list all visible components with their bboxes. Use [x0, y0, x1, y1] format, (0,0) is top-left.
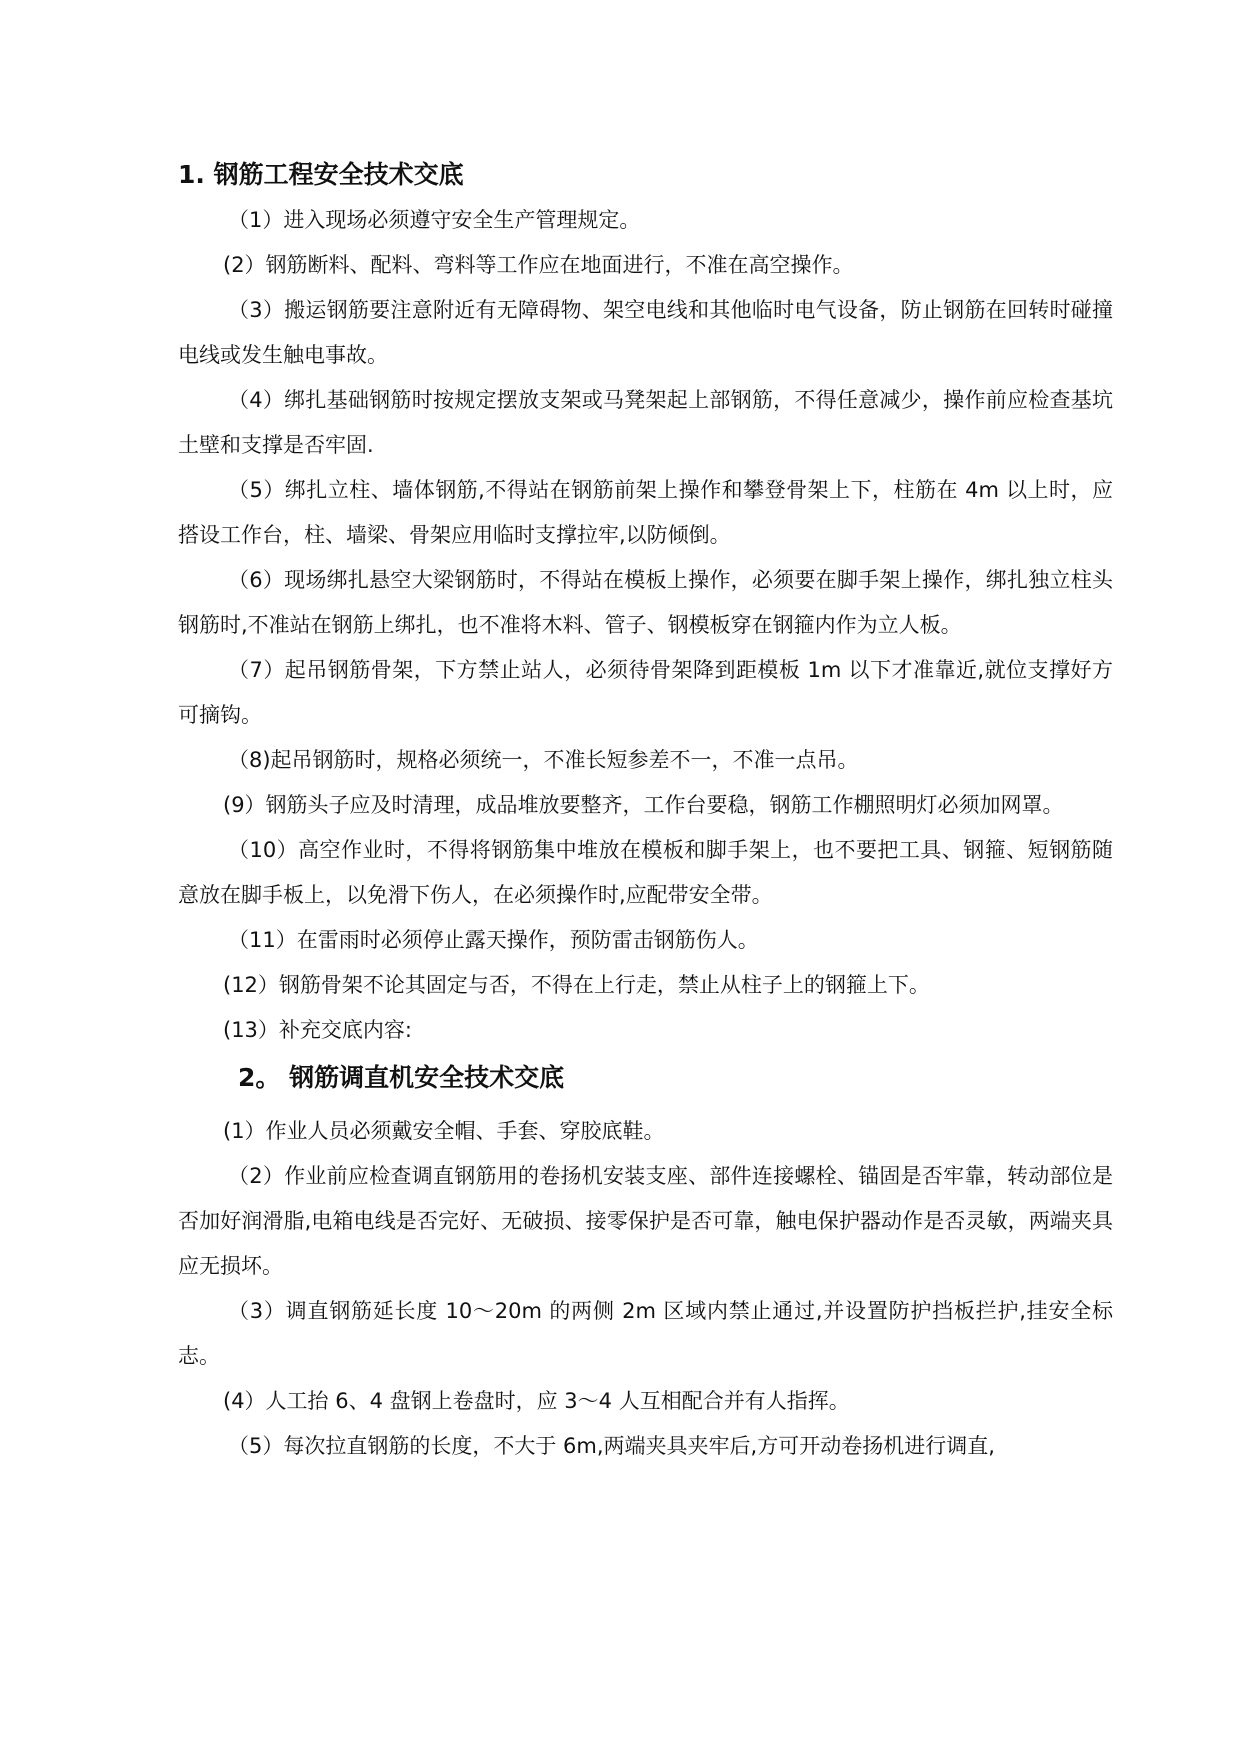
section-1-item-5: （5）绑扎立柱、墙体钢筋,不得站在钢筋前架上操作和攀登骨架上下，柱筋在 4m 以上时，应搭设工作台，柱、墙梁、骨架应用临时支撑拉牢,以防倾倒。 [178, 478, 1113, 547]
section-1-title: 1. 钢筋工程安全技术交底 [178, 160, 464, 189]
section-2-item-3: （3）调直钢筋延长度 10～20m 的两侧 2m 区域内禁止通过,并设置防护挡板拦护,挂安全标志。 [178, 1299, 1113, 1368]
section-1-item-2: (2）钢筋断料、配料、弯料等工作应在地面进行，不准在高空操作。 [223, 253, 854, 277]
section-2-item-4: (4）人工抬 6、4 盘钢上卷盘时，应 3～4 人互相配合并有人指挥。 [223, 1389, 850, 1413]
section-1-item-9: (9）钢筋头子应及时清理，成品堆放要整齐，工作台要稳，钢筋工作棚照明灯必须加网罩。 [223, 793, 1064, 817]
section-2-title: 2。 钢筋调直机安全技术交底 [238, 1063, 565, 1092]
section-1-item-1: （1）进入现场必须遵守安全生产管理规定。 [228, 208, 641, 232]
section-1-item-12: (12）钢筋骨架不论其固定与否，不得在上行走，禁止从柱子上的钢箍上下。 [223, 973, 930, 997]
document-body [178, 152, 1113, 1469]
section-2-items [178, 1109, 1113, 1469]
section-1-items [178, 198, 1113, 1053]
section-1-item-4: （4）绑扎基础钢筋时按规定摆放支架或马凳架起上部钢筋，不得任意减少，操作前应检查基坑土壁和支撑是否牢固. [178, 388, 1113, 457]
section-1-item-8: （8)起吊钢筋时，规格必须统一，不准长短参差不一，不准一点吊。 [228, 748, 859, 772]
section-2-item-1: (1）作业人员必须戴安全帽、手套、穿胶底鞋。 [223, 1119, 665, 1143]
section-1-item-3: （3）搬运钢筋要注意附近有无障碍物、架空电线和其他临时电气设备，防止钢筋在回转时碰撞电线或发生触电事故。 [178, 298, 1113, 367]
section-1-item-11: （11）在雷雨时必须停止露天操作，预防雷击钢筋伤人。 [228, 928, 759, 952]
section-2-item-5: （5）每次拉直钢筋的长度，不大于 6m,两端夹具夹牢后,方可开动卷扬机进行调直, [228, 1434, 995, 1458]
section-1-item-13: (13）补充交底内容: [223, 1018, 412, 1042]
section-1-item-6: （6）现场绑扎悬空大梁钢筋时，不得站在模板上操作，必须要在脚手架上操作，绑扎独立柱头钢筋时,不准站在钢筋上绑扎，也不准将木料、管子、钢模板穿在钢箍内作为立人板。 [178, 568, 1113, 637]
section-2-item-2: （2）作业前应检查调直钢筋用的卷扬机安装支座、部件连接螺栓、锚固是否牢靠，转动部位是否加好润滑脂,电箱电线是否完好、无破损、接零保护是否可靠，触电保护器动作是否灵敏，两端夹具应无损坏。 [178, 1164, 1113, 1278]
section-1-item-10: （10）高空作业时，不得将钢筋集中堆放在模板和脚手架上，也不要把工具、钢箍、短钢筋随意放在脚手板上，以免滑下伤人，在必须操作时,应配带安全带。 [178, 838, 1113, 907]
section-1-item-7: （7）起吊钢筋骨架，下方禁止站人，必须待骨架降到距模板 1m 以下才准靠近,就位支撑好方可摘钩。 [178, 658, 1113, 727]
